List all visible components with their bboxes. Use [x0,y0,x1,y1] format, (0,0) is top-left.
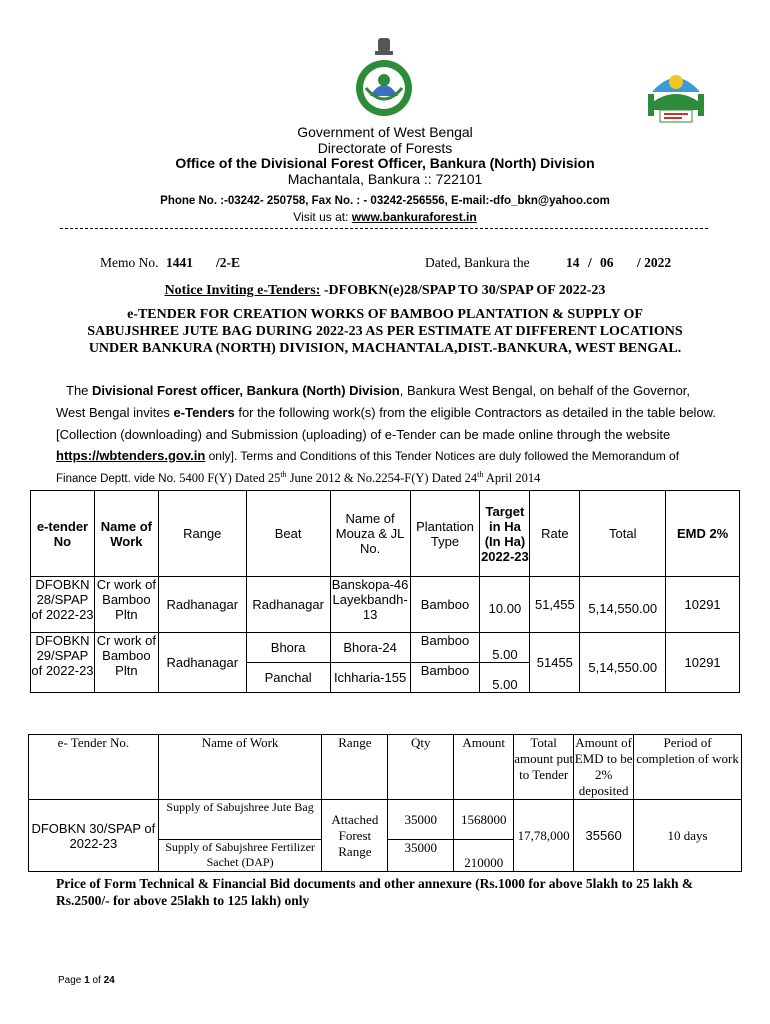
p4-rest: only]. Terms and Conditions of this Tender Notices are duly followed the Memorandum of [205,449,680,463]
cell-amount: 1568000 [454,800,514,840]
memo-number: 1441 [166,255,193,270]
cell-period: 10 days [634,800,742,872]
forest-department-logo [640,64,712,126]
body-line-5 [56,470,540,486]
memo-sep: / [588,255,592,270]
cell-work: Cr work of Bamboo Pltn [94,633,158,693]
price-note: Price of Form Technical & Financial Bid documents and other annexure (Rs.1000 for above 5lakh to 25 lakh & Rs.2500/- for above 25lakh to 125 lakh) only [56,876,694,908]
notice-title-rest: -DFOBKN(e)28/SPAP TO 30/SPAP OF 2022-23 [320,283,606,298]
body-line-1 [66,383,716,398]
col-name-of-work: Name of Work [158,735,322,800]
cell-range: Radhanagar [158,633,246,693]
website-link[interactable]: www.bankuraforest.in [351,210,477,224]
p1-b: Divisional Forest officer, Bankura (North) Division [92,383,400,398]
cell-rate: 51455 [530,633,580,693]
header-office: Office of the Divisional Forest Officer, Bankura (North) Division [175,155,595,171]
page-of: of [89,975,104,986]
page-number [58,975,115,986]
tender-table-2 [28,734,742,872]
p2-c: for the following work(s) from the eligible Contractors as detailed in the table below. [234,405,716,420]
col-range: Range [158,491,246,577]
cell-type: Bamboo [410,663,480,693]
header-visit [0,210,770,224]
memo-day: 14 [566,255,580,270]
dated-label: Dated, Bankura the [425,255,530,270]
header-government: Government of West Bengal [297,124,473,140]
col-target: Target in Ha (In Ha) 2022-23 [480,491,530,577]
table-row [31,633,740,663]
table-2-header-row [29,735,742,800]
notice-title-prefix: Notice Inviting e-Tenders: [164,283,321,298]
table-row [29,800,742,840]
cell-total: 5,14,550.00 [580,633,666,693]
col-qty: Qty [388,735,454,800]
memo-label: Memo No. [100,255,159,270]
body-line-3: [Collection (downloading) and Submission (uploading) of e-Tender can be made online through the website [56,427,671,442]
body-line-2 [56,405,716,420]
header-divider [60,228,708,229]
col-emd: EMD 2% [666,491,740,577]
col-range: Range [322,735,388,800]
col-total: Total [580,491,666,577]
col-name-of-work: Name of Work [94,491,158,577]
col-plantation-type: Plantation Type [410,491,480,577]
cell-tender: DFOBKN 28/SPAP of 2022-23 [31,577,95,633]
page-current: 1 [84,975,90,986]
cell-rate: 51,455 [530,577,580,633]
table-1-header-row [31,491,740,577]
cell-type: Bamboo [410,633,480,663]
col-emd-amount: Amount of EMD to be 2% deposited [574,735,633,798]
col-rate: Rate [530,491,580,577]
cell-tender: DFOBKN 30/SPAP of 2022-23 [29,800,159,872]
p5-d: April 2014 [483,471,541,486]
visit-prefix: Visit us at: [293,210,352,224]
col-amount: Amount [454,735,514,800]
col-tender-no: e- Tender No. [29,735,159,800]
memo-year: / 2022 [637,255,672,270]
cell-emd: 10291 [666,633,740,693]
cell-mouza: Banskopa-46 Layekbandh-13 [330,577,410,633]
cell-target: 5.00 [480,663,530,693]
col-beat: Beat [246,491,330,577]
notice-title [0,283,770,299]
p5-sup1: th [280,470,287,479]
memo-month: 06 [600,255,614,270]
header-contact: Phone No. :-03242- 250758, Fax No. : - 03242-256556, E-mail:-dfo_bkn@yahoo.com [160,195,610,207]
cell-range: Attached Forest Range [322,800,388,872]
page-total: 24 [103,975,115,986]
cell-emd: 35560 [574,800,634,872]
cell-mouza: Bhora-24 [330,633,410,663]
page-label: Page [58,975,85,986]
notice-heading-1: e-TENDER FOR CREATION WORKS OF BAMBOO PLANTATION & SUPPLY OF [127,307,643,322]
col-mouza: Name of Mouza & JL No. [330,491,410,577]
p1-a: The [66,383,93,398]
tender-website-link[interactable]: https://wbtenders.gov.in [56,448,206,463]
cell-beat: Bhora [246,633,330,663]
p1-c: , Bankura West Bengal, on behalf of the Governor, [399,383,691,398]
p2-a: West Bengal invites [56,405,174,420]
cell-mouza: Ichharia-155 [330,663,410,693]
p5-c: June 2012 & No.2254-F(Y) Dated 24 [286,471,478,486]
header-address: Machantala, Bankura :: 722101 [287,171,483,187]
memo-suffix: /2-E [216,255,241,270]
cell-work: Supply of Sabujshree Fertilizer Sachet (DAP) [158,840,322,872]
col-total-amount: Total amount put to Tender [514,735,574,800]
cell-qty: 35000 [388,840,454,872]
west-bengal-emblem-logo [344,36,424,118]
cell-amount: 210000 [454,840,514,872]
p5-a: Finance Deptt. vide No. [56,473,177,486]
cell-qty: 35000 [388,800,454,840]
cell-target: 10.00 [480,577,530,633]
cell-range: Radhanagar [158,577,246,633]
cell-tender: DFOBKN 29/SPAP of 2022-23 [31,633,95,693]
cell-work: Cr work of Bamboo Pltn [94,577,158,633]
cell-total: 17,78,000 [514,800,574,872]
p5-b: 5400 F(Y) Dated 25 [176,471,281,486]
cell-total: 5,14,550.00 [580,577,666,633]
body-line-4 [56,448,721,463]
p2-b: e-Tenders [173,405,235,420]
cell-type: Bamboo [410,577,480,633]
col-period: Period of completion of work [634,735,742,800]
cell-work: Supply of Sabujshree Jute Bag [158,800,322,840]
cell-beat: Panchal [246,663,330,693]
notice-heading-3: UNDER BANKURA (NORTH) DIVISION, MACHANTALA,DIST.-BANKURA, WEST BENGAL. [88,341,682,356]
cell-target: 5.00 [480,633,530,663]
notice-heading-2: SABUJSHREE JUTE BAG DURING 2022-23 AS PER ESTIMATE AT DIFFERENT LOCATIONS [87,324,683,339]
cell-beat: Radhanagar [246,577,330,633]
cell-emd: 10291 [666,577,740,633]
table-row [31,577,740,633]
p5-sup2: th [477,470,484,479]
header-directorate: Directorate of Forests [317,140,453,156]
tender-table-1 [30,490,740,693]
col-etender-no: e-tender No [31,491,95,577]
